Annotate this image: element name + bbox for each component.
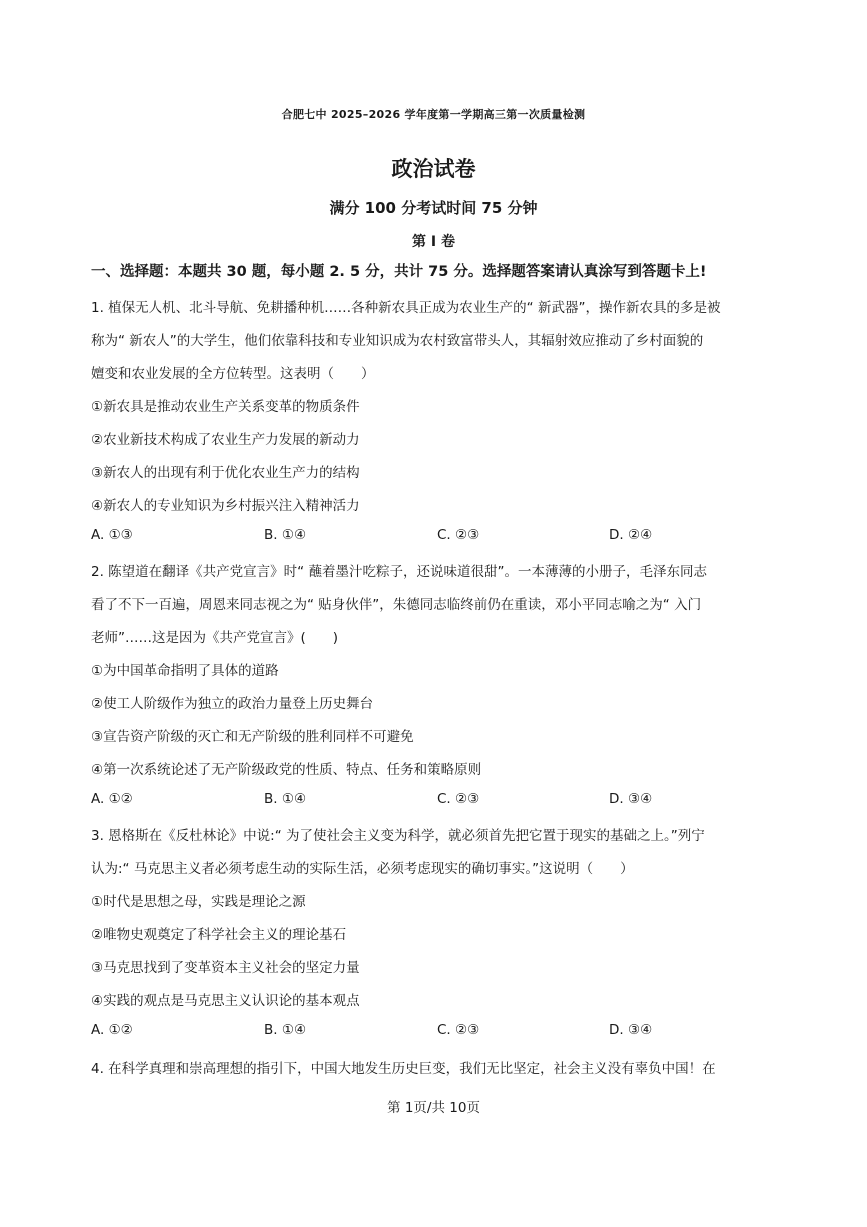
question-2-line-3: 老师”……这是因为《共产党宣言》( ) [91,630,339,646]
question-1-answer-d: D. ②④ [609,527,653,543]
question-2-statement-3: ③宣告资产阶级的灭亡和无产阶级的胜利同样不可避免 [91,729,414,745]
question-3-statement-1: ①时代是思想之母，实践是理论之源 [91,894,306,910]
question-2-answer-a: A. ①② [91,791,133,807]
question-3-line-2: 认为:“ 马克思主义者必须考虑生动的实际生活，必须考虑现实的确切事实。”这说明（ ） [91,861,634,877]
question-1-statement-2: ②农业新技术构成了农业生产力发展的新动力 [91,432,360,448]
exam-meta: 满分 100 分考试时间 75 分钟 [329,199,538,217]
question-1-line-1: 1. 植保无人机、北斗导航、免耕播种机……各种新农具正成为农业生产的“ 新武器”，操作新农具的多是被 [91,300,721,316]
question-2-answer-b: B. ①④ [264,791,307,807]
question-3-answer-a: A. ①② [91,1022,133,1038]
question-2-statement-4: ④第一次系统论述了无产阶级政党的性质、特点、任务和策略原则 [91,762,482,778]
question-4-line-1: 4. 在科学真理和崇高理想的指引下，中国大地发生历史巨变，我们无比坚定，社会主义没有辜负中国！在 [91,1061,716,1077]
question-2-statement-2: ②使工人阶级作为独立的政治力量登上历史舞台 [91,696,374,712]
question-2-line-1: 2. 陈望道在翻译《共产党宣言》时“ 蘸着墨汁吃粽子，还说味道很甜”。一本薄薄的小册子，毛泽东同志 [91,564,707,580]
question-1-line-2: 称为“ 新农人”的大学生，他们依靠科技和专业知识成为农村致富带头人，其辐射效应推动了乡村面貌的 [91,333,704,349]
question-2-line-2: 看了不下一百遍，周恩来同志视之为“ 贴身伙伴”，朱德同志临终前仍在重读，邓小平同志喻之为“ 入门 [91,597,702,613]
question-2-answer-c: C. ②③ [437,791,480,807]
question-2-answer-d: D. ③④ [609,791,653,807]
section-heading: 一、选择题：本题共 30 题，每小题 2. 5 分，共计 75 分。选择题答案请认真涂写到答题卡上! [91,264,707,280]
question-2-statement-1: ①为中国革命指明了具体的道路 [91,663,279,679]
page-number: 第 1页/共 10页 [387,1100,480,1116]
question-3-answer-b: B. ①④ [264,1022,307,1038]
question-3-statement-2: ②唯物史观奠定了科学社会主义的理论基石 [91,927,347,943]
question-1-answer-a: A. ①③ [91,527,133,543]
question-1-answer-c: C. ②③ [437,527,480,543]
exam-volume: 第 I 卷 [412,234,455,250]
question-1-line-3: 嬗变和农业发展的全方位转型。这表明（ ） [91,366,375,382]
question-1-answer-b: B. ①④ [264,527,307,543]
question-3-line-1: 3. 恩格斯在《反杜林论》中说:“ 为了使社会主义变为科学，就必须首先把它置于现实的基础之上。”列宁 [91,828,705,844]
question-3-statement-3: ③马克思找到了变革资本主义社会的坚定力量 [91,960,360,976]
question-1-statement-3: ③新农人的出现有利于优化农业生产力的结构 [91,465,360,481]
exam-subject: 政治试卷 [391,157,476,181]
question-1-statement-1: ①新农具是推动农业生产关系变革的物质条件 [91,399,360,415]
exam-title: 合肥七中 2025–2026 学年度第一学期高三第一次质量检测 [281,108,586,121]
question-3-answer-c: C. ②③ [437,1022,480,1038]
question-3-answer-d: D. ③④ [609,1022,653,1038]
question-1-statement-4: ④新农人的专业知识为乡村振兴注入精神活力 [91,498,360,514]
question-3-statement-4: ④实践的观点是马克思主义认识论的基本观点 [91,993,360,1009]
